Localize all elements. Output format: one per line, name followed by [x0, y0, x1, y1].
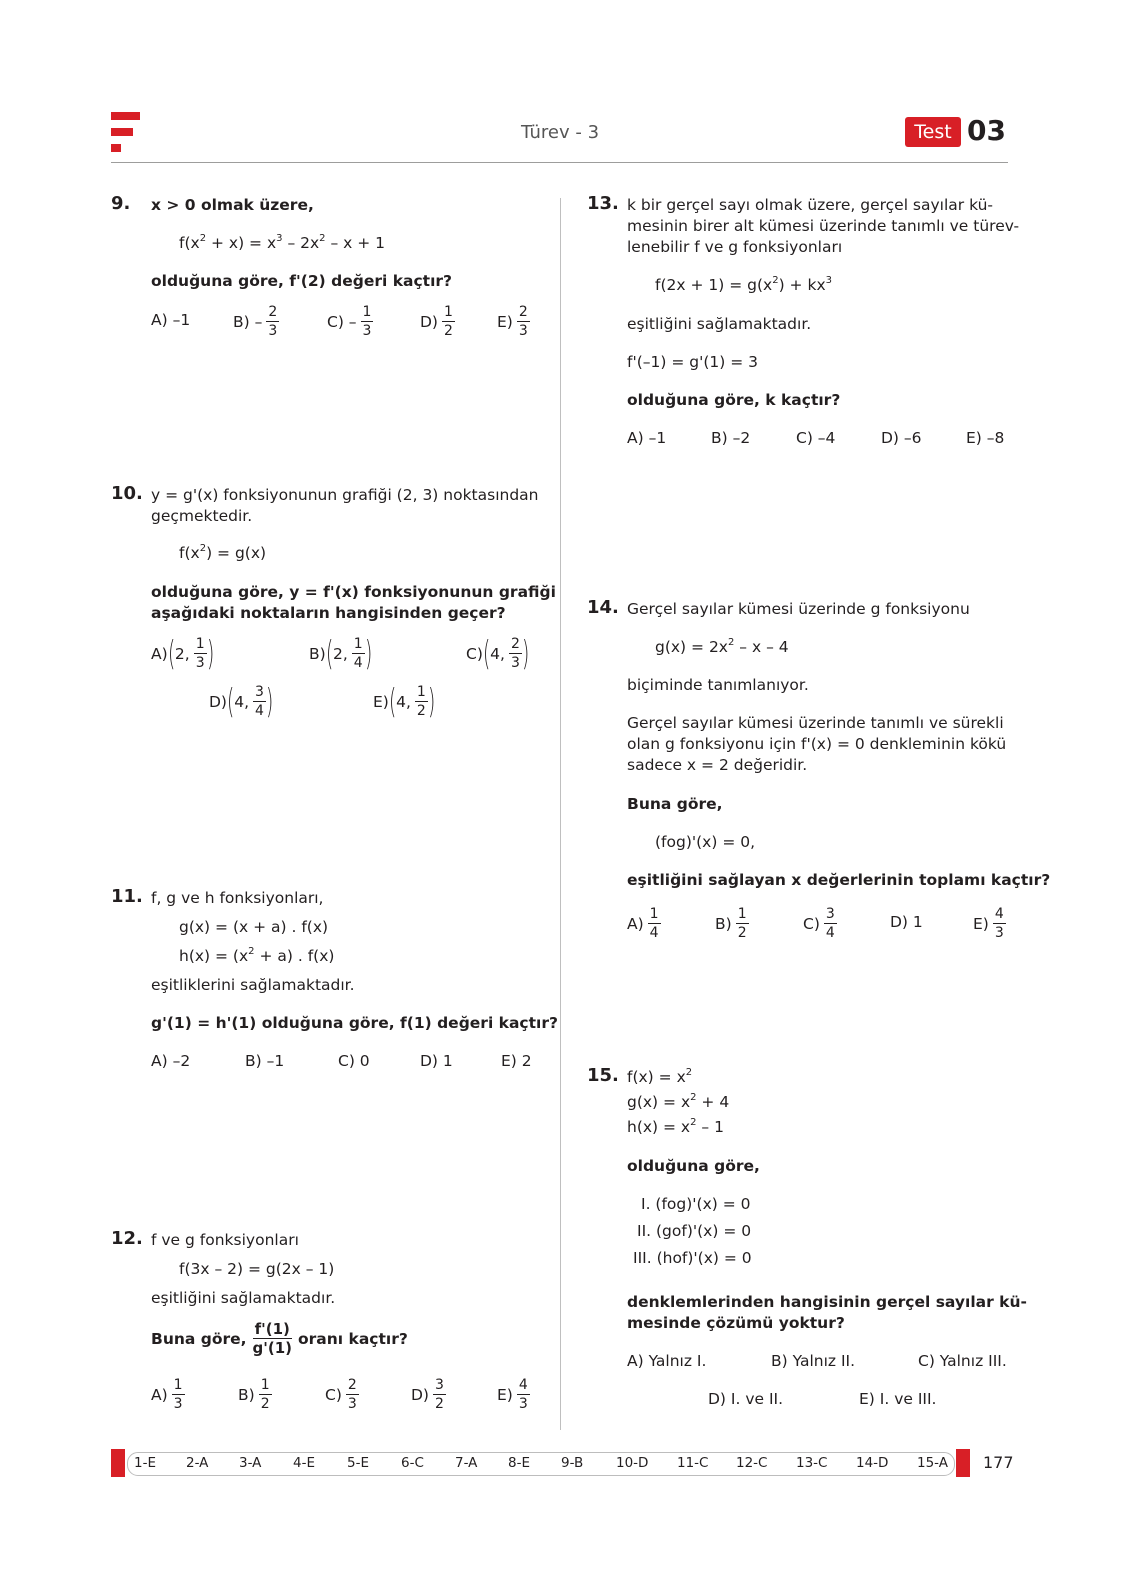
equation: $g(x) = x^2 + 4$ [627, 1092, 730, 1111]
question-text: eşitliğini sağlamaktadır. [627, 315, 812, 333]
answer-1: 1-E [134, 1455, 156, 1471]
option-c[interactable]: C) Yalnız III. [918, 1352, 1007, 1370]
answer-2: 2-A [186, 1455, 209, 1471]
publisher-logo [111, 112, 141, 152]
option-c[interactable]: C) 0 [338, 1052, 370, 1070]
question-number: 13. [587, 193, 619, 214]
option-d[interactable]: D) 1 [890, 913, 923, 931]
question-text: Gerçel sayılar kümesi üzerinde tanımlı ve sürekli [627, 714, 1004, 732]
question-prompt: olduğuna göre, f'(2) değeri kaçtır? [151, 272, 453, 290]
question-text: olan g fonksiyonu için f'(x) = 0 denkleminin kökü [627, 735, 1007, 753]
option-b[interactable]: B) Yalnız II. [771, 1352, 856, 1370]
equation: (fog)'(x) = 0, [655, 833, 756, 851]
test-number: 03 [967, 114, 1006, 147]
option-e[interactable]: E) $\frac{4}{3}$ [973, 906, 1004, 941]
equation: f'(–1) = g'(1) = 3 [627, 353, 759, 371]
answer-key-marker-left [111, 1449, 125, 1477]
question-text: eşitliğini sağlamaktadır. [151, 1289, 336, 1307]
option-a[interactable]: A) $\frac{1}{3}$ [151, 1377, 183, 1412]
option-a[interactable]: A) –1 [627, 429, 667, 447]
question-text: eşitliklerini sağlamaktadır. [151, 976, 355, 994]
option-b[interactable]: B) – $\frac{2}{3}$ [233, 304, 278, 339]
equation: $f(x^2) = g(x)$ [179, 543, 267, 562]
page-number: 177 [983, 1453, 1014, 1472]
option-b[interactable]: B) –1 [245, 1052, 285, 1070]
option-e[interactable]: E) 2 [501, 1052, 532, 1070]
answer-15: 15-A [917, 1455, 948, 1471]
answer-12: 12-C [736, 1455, 768, 1471]
equation: $g(x) = 2x^2 - x - 4$ [655, 637, 789, 656]
answer-9: 9-B [561, 1455, 584, 1471]
option-a[interactable]: A) $\frac{1}{4}$ [627, 906, 659, 941]
answer-3: 3-A [239, 1455, 262, 1471]
option-e[interactable]: E) $\frac{4}{3}$ [497, 1377, 528, 1412]
question-number: 14. [587, 597, 619, 618]
page-title: Türev - 3 [520, 122, 600, 143]
question-prompt: olduğuna göre, y = f'(x) fonksiyonunun grafiği [151, 583, 556, 601]
equation: $f(2x + 1) = g(x^2) + kx^3$ [655, 275, 832, 294]
answer-11: 11-C [677, 1455, 709, 1471]
statement-2: II. (gof)'(x) = 0 [637, 1222, 752, 1240]
question-prompt: mesinde çözümü yoktur? [627, 1314, 845, 1332]
question-text: k bir gerçel sayı olmak üzere, gerçel sayılar kü- [627, 196, 994, 214]
question-number: 10. [111, 483, 143, 504]
answer-6: 6-C [401, 1455, 424, 1471]
question-prompt: denklemlerinden hangisinin gerçel sayılar kü- [627, 1293, 1027, 1311]
question-prompt: Buna göre, $\frac{f'(1)}{g'(1)}$ oranı kaçtır? [151, 1320, 408, 1357]
question-number: 11. [111, 886, 143, 907]
question-number: 12. [111, 1228, 143, 1249]
question-text: biçiminde tanımlanıyor. [627, 676, 809, 694]
option-d[interactable]: D) $\frac{1}{2}$ [420, 304, 453, 339]
option-b[interactable]: B) $\frac{1}{2}$ [715, 906, 747, 941]
equation: $h(x) = x^2 - 1$ [627, 1117, 724, 1136]
equation: $f(x^2 + x) = x^3 - 2x^2 - x + 1$ [179, 233, 386, 252]
question-text: Buna göre, [627, 795, 723, 813]
column-divider [560, 198, 561, 1430]
question-number: 9. [111, 193, 131, 214]
option-c[interactable]: C) – $\frac{1}{3}$ [327, 304, 372, 339]
answer-10: 10-D [616, 1455, 649, 1471]
equation: f(3x – 2) = g(2x – 1) [179, 1260, 335, 1278]
question-number: 15. [587, 1065, 619, 1086]
question-text: Gerçel sayılar kümesi üzerinde g fonksiyonu [627, 600, 970, 618]
question-text: x > 0 olmak üzere, [151, 196, 314, 214]
answer-8: 8-E [508, 1455, 530, 1471]
option-e[interactable]: E) $\frac{2}{3}$ [497, 304, 528, 339]
option-c[interactable]: C) $\frac{2}{3}$ [325, 1377, 357, 1412]
question-prompt: olduğuna göre, k kaçtır? [627, 391, 841, 409]
answer-4: 4-E [293, 1455, 315, 1471]
option-c[interactable]: C) ( 4, $\frac{2}{3}$ ) [466, 633, 530, 674]
test-badge: Test [905, 117, 961, 147]
option-b[interactable]: B) ( 2, $\frac{1}{4}$ ) [309, 633, 372, 674]
answer-5: 5-E [347, 1455, 369, 1471]
option-e[interactable]: E) I. ve III. [859, 1390, 937, 1408]
statement-1: I. (fog)'(x) = 0 [641, 1195, 751, 1213]
answer-14: 14-D [856, 1455, 889, 1471]
question-prompt: aşağıdaki noktaların hangisinden geçer? [151, 604, 506, 622]
question-text: mesinin birer alt kümesi üzerinde tanımlı ve türev- [627, 217, 1020, 235]
question-text: y = g'(x) fonksiyonunun grafiği (2, 3) noktasından [151, 486, 539, 504]
option-a[interactable]: A) –2 [151, 1052, 191, 1070]
question-prompt: eşitliğini sağlayan x değerlerinin toplamı kaçtır? [627, 871, 1051, 889]
equation: $h(x) = (x^2 + a)$ . f(x) [179, 946, 335, 965]
option-a[interactable]: A) ( 2, $\frac{1}{3}$ ) [151, 633, 214, 674]
option-b[interactable]: B) –2 [711, 429, 751, 447]
answer-7: 7-A [455, 1455, 478, 1471]
equation: g(x) = (x + a) . f(x) [179, 918, 329, 936]
option-c[interactable]: C) $\frac{3}{4}$ [803, 906, 835, 941]
question-text: lenebilir f ve g fonksiyonları [627, 238, 843, 256]
option-a[interactable]: A) Yalnız I. [627, 1352, 707, 1370]
equation: $f(x) = x^2$ [627, 1067, 693, 1086]
question-text: f, g ve h fonksiyonları, [151, 889, 324, 907]
option-d[interactable]: D) I. ve II. [708, 1390, 784, 1408]
option-d[interactable]: D) $\frac{3}{2}$ [411, 1377, 444, 1412]
question-text: olduğuna göre, [627, 1157, 760, 1175]
option-c[interactable]: C) –4 [796, 429, 836, 447]
question-text: f ve g fonksiyonları [151, 1231, 299, 1249]
option-d[interactable]: D) ( 4, $\frac{3}{4}$ ) [209, 681, 274, 722]
answer-13: 13-C [796, 1455, 828, 1471]
statement-3: III. (hof)'(x) = 0 [633, 1249, 752, 1267]
option-e[interactable]: E) ( 4, $\frac{1}{2}$ ) [373, 681, 436, 722]
option-e[interactable]: E) –8 [966, 429, 1005, 447]
option-a[interactable]: A) –1 [151, 311, 191, 329]
question-text: sadece x = 2 değeridir. [627, 756, 808, 774]
question-text: geçmektedir. [151, 507, 253, 525]
answer-key-marker-right [956, 1449, 970, 1477]
option-d[interactable]: D) –6 [881, 429, 922, 447]
option-b[interactable]: B) $\frac{1}{2}$ [238, 1377, 270, 1412]
header-rule [111, 162, 1008, 163]
question-prompt: g'(1) = h'(1) olduğuna göre, f(1) değeri kaçtır? [151, 1014, 558, 1032]
option-d[interactable]: D) 1 [420, 1052, 453, 1070]
